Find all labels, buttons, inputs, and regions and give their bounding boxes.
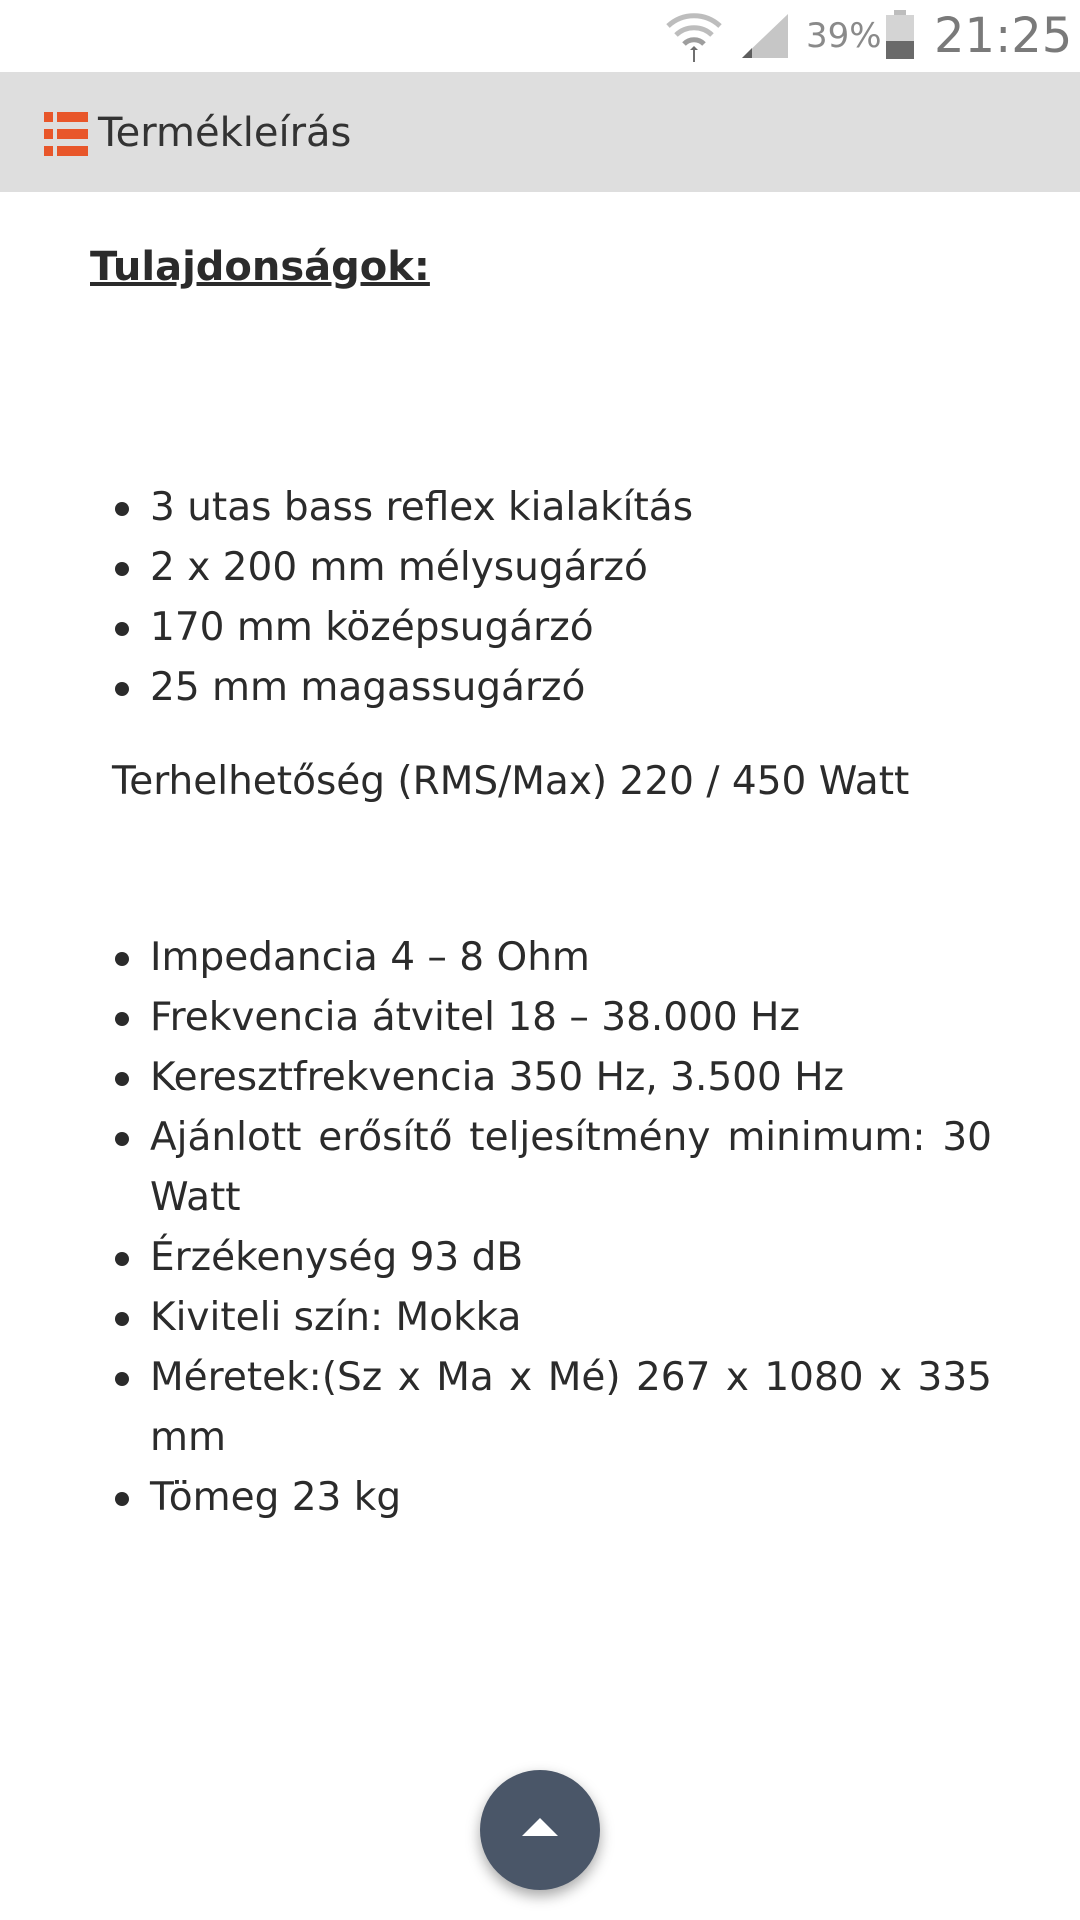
list-item: 25 mm magassugárzó <box>112 658 992 718</box>
signal-icon <box>740 12 790 60</box>
list-item: 2 x 200 mm mélysugárzó <box>112 538 992 598</box>
list-item: Frekvencia átvitel 18 – 38.000 Hz <box>112 988 992 1048</box>
scroll-to-top-button[interactable] <box>480 1770 600 1890</box>
properties-heading: Tulajdonságok: <box>90 244 430 290</box>
features-list-1 <box>112 478 992 718</box>
arrow-up-icon <box>516 1810 564 1846</box>
section-title: Termékleírás <box>98 110 352 156</box>
features-list-2 <box>112 928 992 1528</box>
list-icon <box>44 112 88 156</box>
list-item: Érzékenység 93 dB <box>112 1228 992 1288</box>
list-item: Ajánlott erősítő teljesítmény minimum: 30 Watt <box>112 1108 992 1228</box>
list-item: Méretek:(Sz x Ma x Mé) 267 x 1080 x 335 mm <box>112 1348 992 1468</box>
battery-percent: 39% <box>806 16 882 56</box>
wifi-icon <box>664 6 724 64</box>
list-item: Keresztfrekvencia 350 Hz, 3.500 Hz <box>112 1048 992 1108</box>
load-capacity-text: Terhelhetőség (RMS/Max) 220 / 450 Watt <box>112 759 910 804</box>
list-item: 3 utas bass reflex kialakítás <box>112 478 992 538</box>
section-header <box>0 72 1080 192</box>
battery-icon <box>884 10 916 60</box>
list-item: Impedancia 4 – 8 Ohm <box>112 928 992 988</box>
list-item: Kiviteli szín: Mokka <box>112 1288 992 1348</box>
status-bar <box>0 0 1080 72</box>
clock: 21:25 <box>934 8 1073 64</box>
list-item: Tömeg 23 kg <box>112 1468 992 1528</box>
list-item: 170 mm középsugárzó <box>112 598 992 658</box>
